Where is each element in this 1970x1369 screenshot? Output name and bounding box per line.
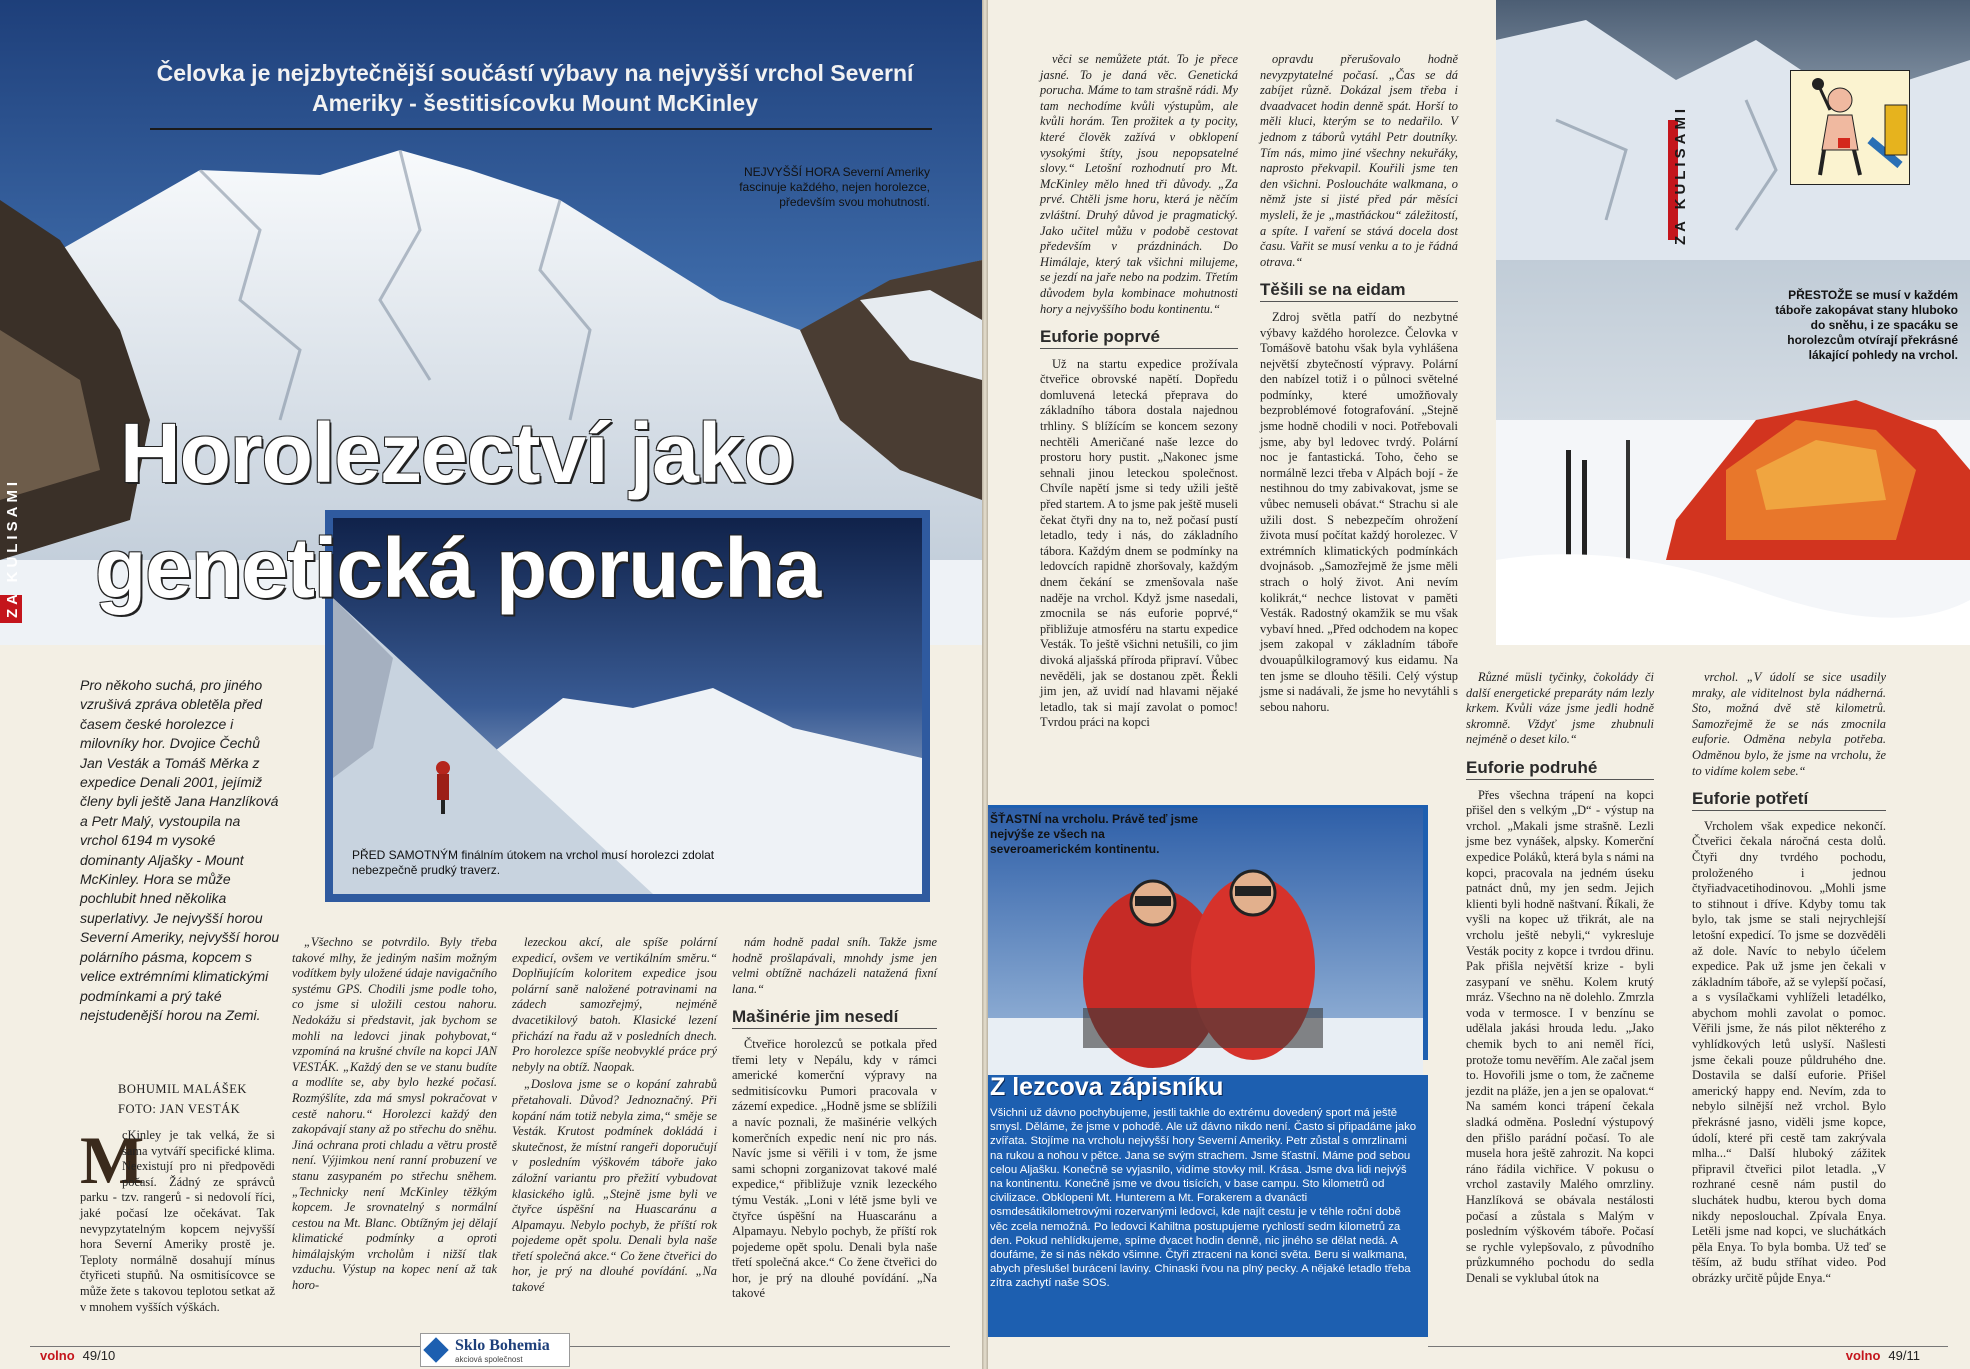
r-col2-subhead: Těšili se na eidam [1260, 276, 1458, 302]
diary-text: Všichni už dávno pochybujeme, jestli takhle do extrému dovedený sport má ještě smysl. Děláme, že jsme v pohodě. Ale už dávno nikdo není. Často si připadáme jako zvířata. Stojíme na vrcholu nejvyšší hory Severní Ameriky. Petr zůstal s omrzlinami na rukou a nohou v pětce. Jana se svým strachem. Jsme šťastní. Máme pod sebou celou Aljašku. Konečně se vyjasnilo, vidíme stovky mil. Krása. Jsme dva lidi nejvýš na kontinentu. Konečně jsme ve dvou tisících, v base campu. Sto kilometrů od civilizace. Obklopeni Mt. Hunterem a Mt. Forakerem a dvanácti osmdesátikilometrovými rozervanými ledovci, kde najít cestu je v téhle roční době věc zcela nemožná. Po ledovci Kahiltna postupujeme rychlostí sedm kilometrů za den. Pokud nehlídkujeme, spíme dvacet hodin denně, nic jiného se dělat nedá. A doufáme, že si nás někdo všimne. Čtyři ztraceni na konci světa. Beru si walkmana, abych přeslušel burácení laviny. Chinaski řvou na plný pecky. A nějaké letadlo třeba zítra zachytí naše SOS. [990, 1107, 1417, 1290]
photo-top-caption: PŘESTOŽE se musí v každém táboře zakopávat stany hluboko do sněhu, i ze spacáku se horolezcům otvírají překrásné lákající pohledy na vrchol. [1775, 288, 1958, 362]
r-col2-text [1260, 52, 1458, 717]
r-col4-body2: Vrcholem však expedice nekončí. Čtveřici čekala náročná cesta dolů. Čtyři dny tvrdého pochodu, proloženého i jednou čtyřiadvacetihodinovou. „Mohli jsme to stihnout i dříve. Kdyby tomu tak bylo, tak jsme se stali nejrychlejší letošní expedicí. To jsme se dozvěděli až dole. Navíc to nebylo účelem expedice. Pak už jsme jen čekali v základním táboře, až se vylepší počasí, a s vysílačkami vyhlíželi letadélko, abychom mohli zavolat o pomoc. Věřili jsme, že nás pilot některého z vyhlídkových letů uslyší. Našlesti jsme čekali pouze půldruhého dne. Dostavila se další euforie. Přišel americký happy end. Nevím, zda to nebylo silnější než vrchol. Bylo překrásné jasno, viděli jsme kopce, údolí, které při cestě tam zakrývala mlha...“ Další hluboký zážitek připravil čtveřici pilot letadla. „V rozhrané cesně nám pustil do sluchátek hudbu, kterou bych doma nikdy neposlouchal. Zpívala Enya. Letěli jsme nad kopci, ve sluchátkách pěla Enya. To byla bomba. Už teď se těším, až budu stříhat video. Pod obrázky určitě půjde Enya.“ [1692, 818, 1886, 1285]
diary-box [988, 1075, 1428, 1337]
photo1-caption: NEJVYŠŠÍ HORA Severní Ameriky fascinuje každého, nejen horolezce, především svou mohutností. [739, 165, 930, 209]
deck: Čelovka je nejzbytečnější součástí výbavy na nejvyšší vrchol Severní Ameriky - šestitisícovku Mount McKinley [156, 60, 914, 116]
col3-body: lezeckou akcí, ale spíše polární expedicí, ovšem ve vertikálním směru.“ Doplňujícím koloritem expedice jsou polární saně naložené potravinami na zádech samozřejmý, nejméně dvacetikilový batoh. Klasické lezení přichází na řadu až v posledních dnech. Pro horolezce spíše neobvyklé práce prý nebyly na obtíž. Naopak. [512, 935, 717, 1074]
col4-subhead: Mašinérie jim nesedí [732, 1003, 937, 1029]
r-col4-text [1692, 670, 1886, 1289]
deck-rule [150, 128, 932, 130]
col2-body: „Všechno se potvrdilo. Byly třeba takové mlhy, že jediným našim možným vodítkem byly uložené údaje navigačního systému GPS. Chodili jsme podle toho, co jsme si uložili cestou nahoru. Nedokážu si představit, jak bychom se mohli na ledovci jinak pohybovat,“ vzpomíná na krušné chvíle na kopci JAN VESTÁK. „Každý den se ve stanu budíte a modlíte se, aby bylo hezké počasí. Rozmýšlíte, zda má smysl pokračovat v cestě nahoru.“ Horolezci každý den zakopávají stany až po střechu do sněhu. Jiná ochrana proti chladu a větru prostě není. Výjimkou není ranní probuzení ve stanu zasypaném po střechu sněhem. „Technicky není McKinley těžkým kopcem. Je srovnatelný s normální cestou na Mt. Blanc. Obtížným jej dělají klimatické podmínky a oproti himálajským vrcholům i nižší tlak vzduchu. Výstup na kopec není až tak horo- [292, 935, 497, 1293]
right-page [988, 0, 1970, 1369]
headline-line2: genetická porucha [95, 521, 821, 615]
climber-cartoon-icon [1790, 70, 1910, 185]
sponsor-logo [420, 1333, 570, 1367]
r-section-tag: ZA KULISAMI [1672, 104, 1689, 245]
r-col1-text [1040, 52, 1238, 733]
diary-title: Z lezcova zápisníku [990, 1073, 1224, 1101]
col4-body: nám hodně padal sníh. Takže jsme hodně prošlapávali, mnohdy jsme jen velmi obtížně nacházeli natažená fixní lana.“ [732, 935, 937, 996]
photo-credit: FOTO: JAN VESTÁK [118, 1102, 241, 1116]
folio-left: volno 49/10 [40, 1348, 116, 1363]
left-page [0, 0, 982, 1369]
sponsor-name: Sklo Bohemia [455, 1336, 550, 1354]
r-col1-subhead: Euforie poprvé [1040, 323, 1238, 349]
r-col2-body2: Zdroj světla patří do nezbytné výbavy každého horolezce. Čelovka v Tomášově batohu však byla vyhlášena největší zbytečností výpravy. Polární den nabízel totiž i o půlnoci světelné podmínky, které umožňovaly bezproblémové fotografování. „Stejně jsme hodně chodili v noci. Potřebovali jsme, aby byl ledovec tvrdý. Polární noc je fantastická. Toho, čeho se normálně lezci třeba v Alpách bojí - že nestihnou do tmy zabivakovat, jsme se vůbec nemuseli obávat.“ Strachu si ale užili dost. S nebezpečím ohrožení života musí počítat každý horolezec. V extrémních klimatických podmínkách dvojnásob. „Samozřejmě že jsme měli strach o holý život. Ani nevím kolikrát,“ nechce listovat v paměti Vesták. Radostný okamžik se mu však vybaví hned. „Před odchodem na kopec jsem zakopal v základním táboře dvouapůlkilogramový kus eidamu. Na ten jsme se dlouho těšili. Celý výstup jsme si nadávali, že jsme ho nevytáhli s sebou nahoru. [1260, 309, 1458, 714]
r-col4-subhead: Euforie potřetí [1692, 785, 1886, 811]
sponsor-sub: akciová společnost [455, 1354, 523, 1364]
photo-summit-caption: ŠŤASTNÍ na vrcholu. Právě teď jsme nejvýše ze všech na severoamerickém kontinentu. [990, 812, 1199, 856]
photo2-caption: PŘED SAMOTNÝM finálním útokem na vrchol musí horolezci zdolat nebezpečně prudký traverz. [352, 848, 715, 877]
sponsor-star-icon [423, 1337, 448, 1362]
col1-text [80, 1122, 275, 1317]
col3-text [512, 935, 717, 1298]
r-col3-text [1466, 670, 1654, 1289]
r-col3-body2: Přes všechna trápení na kopci přišel den s velkým „D“ - výstup na vrchol. „Makali jsme strašně. Lezli jsme bez vynášek, alpsky. Komerční expedice Poláků, která byla s námi na kopci, pracovala na jedném úseku patnáct dnů, my jen sedm. Jejich klienti byli hodně naštvaní. Říkali, že vyšli na kopec už třikrát, ale na vrcholu ještě nebyli,“ vykresluje Vesták pocity z kopce i tvrdou dřinu. Pak přišla největší krize - byli zasypaní ve sněhu. Kolem krutý mráz. Všechno na ně dolehlo. Zmrzla voda v termosce. I v benzínu se udělala jakási hrouda ledu. „Jako chemik bych to ani neměl říci, protože tomu nevěřím. Ale začal jsem to. Hovořili jsme o tom, že začneme jezdit na pláže, jen a jen se opalovat.“ Na samém konci trápení čekala sladká odměna. Poslední výstupový den přišlo parádní počasí. To ale musela hora ještě zahrozit. Na kopci ráno řádila vichřice. V pokusu o vrchol zastavily Malého omrzliny. Hanzlíková se obávala nestálosti počasí a zůstala s Malým v posledním výškovém táboře. Počasí se rychle vylepšovalo, z původního průzkumného pochodu do sedla Denali se vyklubal útok na [1466, 787, 1654, 1285]
r-col2-body: opravdu přerušovalo hodně nevyzpytatelné počasí. „Čas se dá zabíjet různě. Dokázal jsem třeba i dvaadvacet hodin denně spát. Horší to měli kluci, kterým se to nedařilo. V jednom z táborů vytáhl Petr doutníky. Tím nás, mimo jiné všechny nekuřáky, naprosto překvapil. Kouřili jsme ten den všichni. Posloucháte walkmana, o němž jste si jisté před pár měsíci mysleli, že je „mastňáckou“ záležitostí, a spíte. I vaření se stává docela dost času. Vařit se musí venku a to je řádná otrava.“ [1260, 52, 1458, 269]
intro-text: Pro někoho suchá, pro jiného vzrušivá zpráva obletěla před časem české horolezce i milovníky hor. Dvojice Čechů Jan Vesták a Tomáš Měrka z expedice Denali 2001, jejímiž členy byli ještě Jana Hanzlíková a Petr Malý, vystoupila na vrchol 6194 m vysoké dominanty Aljašky - Mount McKinley. Hora se může pochlubit hned několika superlativy. Je nejvyšší horou Severní Ameriky, nejvyšší horou polárního pásma, kopcem s velice extrémními klimatickými podmínkami a prý také nejstudenější horou na Zemi. [80, 677, 280, 1023]
section-tag: ZA KULISAMI [4, 477, 21, 618]
r-col4-body: vrchol. „V údolí se sice usadily mraky, ale viditelnost byla nádherná. Sto, možná dvě stě kilometrů. Samozřejmě že se nás zmocnila euforie. Odměna nebyla potřeba. Odměnou bylo, že jsme na vrcholu, že to vidíme kolem sebe.“ [1692, 670, 1886, 778]
folio-right: volno 49/11 [1845, 1348, 1920, 1363]
r-footer-rule [1428, 1346, 1948, 1347]
col4-body2: Čtveřice horolezců se potkala před třemi lety v Nepálu, kdy v rámci americké komerční výpravy na sedmitisícovku Pumori pracovala v zázemí expedice. „Hodně jsme se sblížili a navíc poznali, že mašinérie velkých komerčních expedic není nic pro nás. Navíc jsme si věřili i v tom, že jsme sami schopni zorganizovat takové malé expedice,“ přibližuje vznik lezeckého týmu Vesták. „Loni v létě jsme byli ve čtyřce úspěšní na Huascaránu a Alpamayu. Nebylo pochyb, že příští rok pojedeme opět spolu. Denali byla naše třetí společná akce.“ Co žene čtveřici do hor, je prý na dlouhé povídání. „Na takové [732, 1036, 937, 1301]
col1-body: cKinley je tak velká, že si sama vytváří specifické klima. Neexistují pro ni předpovědi počasí. Žádný ze správců parku - tzv. rangerů - si nedovolí říci, jaké počasí lze očekávat. Tak nevypzytatelným kopcem nejvyšší hora Severní Ameriky prostě je. Teploty normálně dosahují mínus čtyřiceti stupňů. Na osmitisícovce se může žete s takovou teplotou setkat až v mnohem vyšších výškách. [80, 1128, 275, 1314]
r-col3-body: Různé müsli tyčinky, čokolády či další energetické preparáty nám lezly krkem. Kvůli váze jsme jedli hodně skromně. Vždyť jsme zhubnuli nejméně o deset kilo.“ [1466, 670, 1654, 747]
author: BOHUMIL MALÁŠEK [118, 1082, 247, 1096]
r-col1-body2: Už na startu expedice prožívala čtveřice obrovské napětí. Dopředu domluvená letecká přeprava do základního tábora dostala najednou trhliny. S blížícím se koncem sezony nechtěli Američané naše lezce do prostoru hory pustit. „Nakonec jsme sehnali jinou leteckou společnost. Chvíle napětí jsme si tedy užili ještě před startem. A to jsme pak ještě museli čekat čtyři dny na to, než počasí pustí letadlo, tedy i nás, do základního tábora. Každým dnem se podmínky na ledovcích rapidně zhoršovaly, každým dnem čekání se zmenšovala naše naděje na vrchol. Když jsme nasedali, zmocnila se nás euforie poprvé,“ přibližuje atmosféru na startu expedice Vesták. To ještě všichni netušili, co jim divoká aljašská příroda připraví. Vůbec nevěděli, jak se dostanou zpět. Řekli jim jen, až uvidí nad hlavami nějaké letadlo, tak si mají zavolat o pomoc! Tvrdou práci na kopci [1040, 356, 1238, 730]
r-col3-subhead: Euforie podruhé [1466, 754, 1654, 780]
col2-text [292, 935, 497, 1296]
r-col1-body: věci se nemůžete ptát. To je přece jasné. To je daná věc. Genetická porucha. Máme to tam strašně rádi. My tam nechodíme kvůli výstupům, ale kvůli horám. Ten prožitek a ty pocity, které člověk zažívá v obklopení vysokými štíty, jsou nepopsatelné slovy.“ Letošní rozhodnutí pro Mt. McKinley mělo hned tři důvody. „Za prvé. Chtěli jsme horu, která je něčím zvláštní. Druhý důvod je pragmatický. Jako učitel můžu v podobě cestovat především v prázdninách. Do Himálaje, který tak všichni milujeme, se jezdí na jaře nebo na podzim. Třetím důvodem byla kombinace mohutnosti hory a nejvyššího bodu kontinentu.“ [1040, 52, 1238, 316]
col4-text [732, 935, 937, 1304]
dropcap: M [80, 1122, 145, 1198]
headline-line1: Horolezectví jako [120, 406, 794, 500]
col3-body2: „Doslova jsme se o kopání zahrabů přetahovali. Důvod? Jednoznačný. Při kopání nám totiž nebyla zima,“ směje se Vesták. Krutost podmínek dokládá i skutečnost, že místní rangeři doporučují v posledním výškovém táboře jako záložní variantu pro přežití vybudovat klasického iglů. „Stejně jsme byli ve čtyřce úspěšní na Huascaránu a Alpamayu. Nebylo pochyb, že příští rok pojedeme opět spolu. Denali byla naše třetí společná akce.“ Co žene čtveřici do hor, je prý na dlouhé povídání. „Na takové [512, 1077, 717, 1295]
